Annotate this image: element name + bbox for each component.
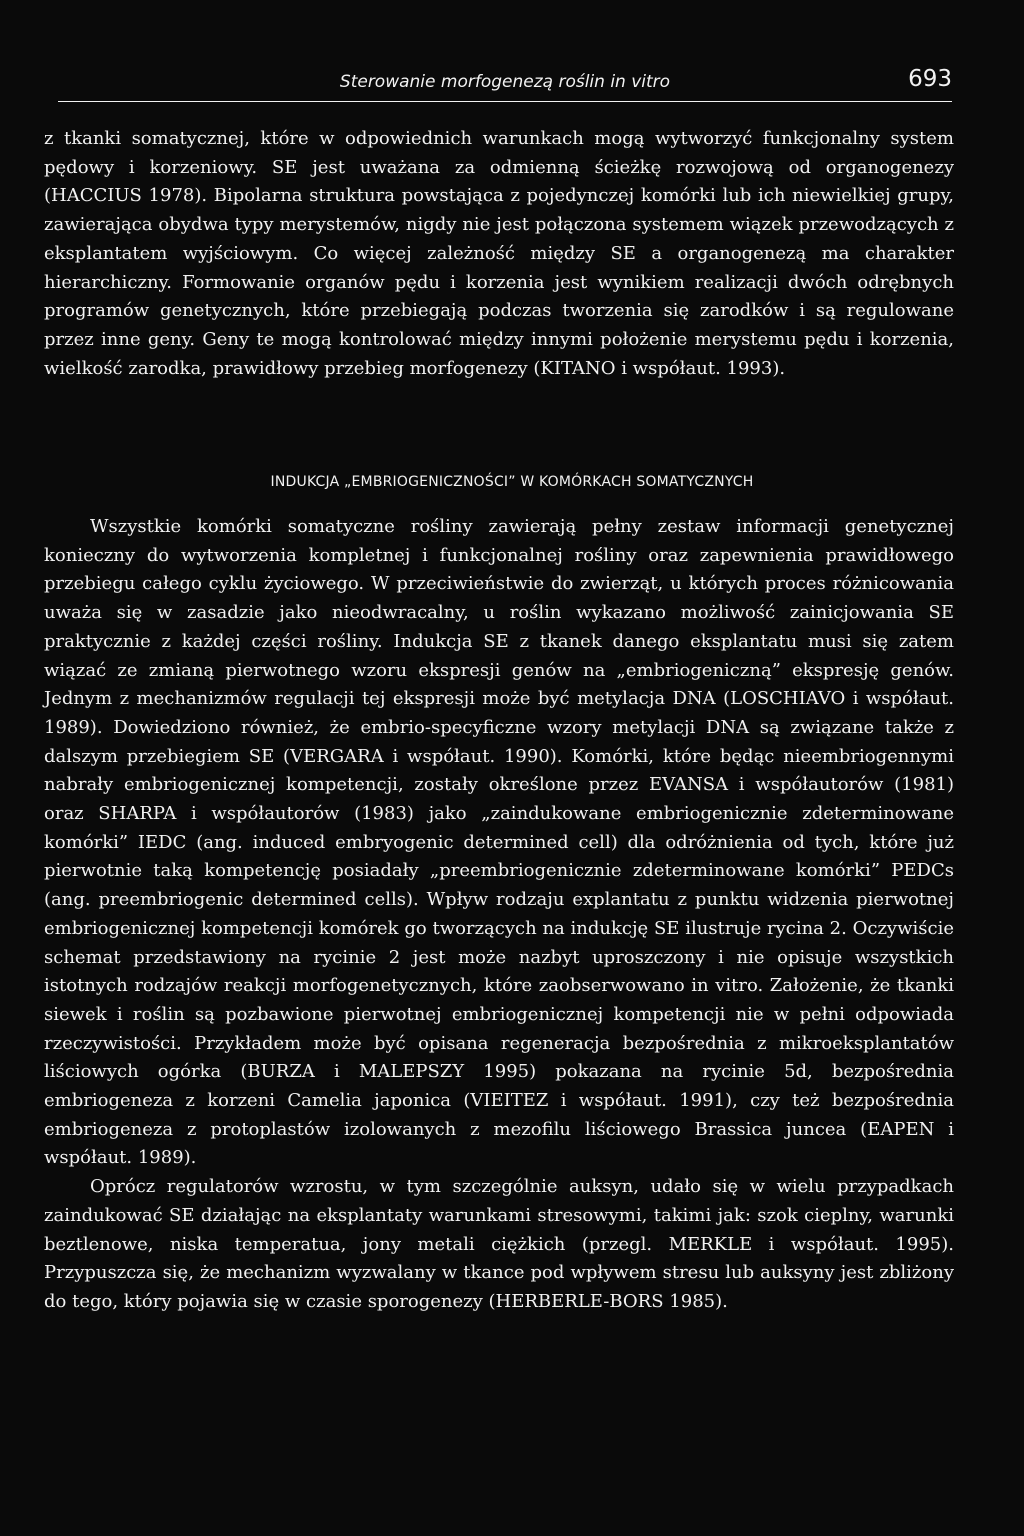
page-number: 693	[908, 66, 952, 92]
section-induction	[44, 513, 954, 1317]
running-title: Sterowanie morfogenezą roślin in vitro	[339, 72, 671, 92]
page-header	[58, 66, 952, 102]
paragraph-induction-2: Oprócz regulatorów wzrostu, w tym szczególnie auksyn, udało się w wielu przypadkach zaindukować SE działając na eksplantaty warunkami stresowymi, takimi jak: szok cieplny, warunki beztlenowe, niska temperatua, jony metali ciężkich (przegl. MERKLE i współaut. 1995). Przypuszcza się, że mechanizm wyzwalany w tkance pod wpływem stresu lub auksyny jest zbliżony do tego, który pojawia się w czasie sporogenezy (HERBERLE-BORS 1985).	[44, 1176, 954, 1312]
header-rule	[58, 101, 952, 102]
section-intro	[44, 125, 954, 383]
paragraph-intro: z tkanki somatycznej, które w odpowiednich warunkach mogą wytworzyć funkcjonalny system pędowy i korzeniowy. SE jest uważana za odmienną ścieżkę rozwojową od organogenezy (HACCIUS 1978). Bipolarna struktura powstająca z pojedynczej komórki lub ich niewielkiej grupy, zawierająca obydwa typy merystemów, nigdy nie jest połączona systemem wiązek przewodzących z eksplantatem wyjściowym. Co więcej zależność między SE a organogenezą ma charakter hierarchiczny. Formowanie organów pędu i korzenia jest wynikiem realizacji dwóch odrębnych programów genetycznych, które przebiegają podczas tworzenia się zarodków i są regulowane przez inne geny. Geny te mogą kontrolować między innymi położenie merystemu pędu i korzenia, wielkość zarodka, prawidłowy przebieg morfogenezy (KITANO i współaut. 1993).	[44, 128, 954, 379]
paragraph-induction-1: Wszystkie komórki somatyczne rośliny zawierają pełny zestaw informacji genetycznej konieczny do wytworzenia kompletnej i funkcjonalnej rośliny oraz zapewnienia prawidłowego przebiegu całego cyklu życiowego. W przeciwieństwie do zwierząt, u których proces różnicowania uważa się w zasadzie jako nieodwracalny, u roślin wykazano możliwość zainicjowania SE praktycznie z każdej części rośliny. Indukcja SE z tkanek danego eksplantatu musi się zatem wiązać ze zmianą pierwotnego wzoru ekspresji genów na „embriogeniczną” ekspresję genów. Jednym z mechanizmów regulacji tej ekspresji może być metylacja DNA (LOSCHIAVO i współaut. 1989). Dowiedziono również, że embrio-specyficzne wzory metylacji DNA są związane także z dalszym przebiegiem SE (VERGARA i współaut. 1990). Komórki, które będąc nieembriogennymi nabrały embriogenicznej kompetencji, zostały określone przez EVANSA i współautorów (1981) oraz SHARPA i współautorów (1983) jako „zaindukowane embriogenicznie zdeterminowane komórki” IEDC (ang. induced embryogenic determined cell) dla odróżnienia od tych, które już pierwotnie taką kompetencję posiadały „preembriogenicznie zdeterminowane komórki” PEDCs (ang. preembriogenic determined cells). Wpływ rodzaju explantatu z punktu widzenia pierwotnej embriogenicznej kompetencji komórek go tworzących na indukcję SE ilustruje rycina 2. Oczywiście schemat przedstawiony na rycinie 2 jest może nazbyt uproszczony i nie opisuje wszystkich istotnych rodzajów reakcji morfogenetycznych, które zaobserwowano in vitro. Założenie, że tkanki siewek i roślin są pozbawione pierwotnej embriogenicznej kompetencji nie w pełni odpowiada rzeczywistości. Przykładem może być opisana regeneracja bezpośrednia z mikroeksplantatów liściowych ogórka (BURZA i MALEPSZY 1995) pokazana na rycinie 5d, bezpośrednia embriogeneza z korzeni Camelia japonica (VIEITEZ i współaut. 1991), czy też bezpośrednia embriogeneza z protoplastów izolowanych z mezofilu liściowego Brassica juncea (EAPEN i współaut. 1989).	[44, 516, 954, 1169]
section-heading: INDUKCJA „EMBRIOGENICZNOŚCI” W KOMÓRKACH SOMATYCZNYCH	[270, 474, 754, 490]
